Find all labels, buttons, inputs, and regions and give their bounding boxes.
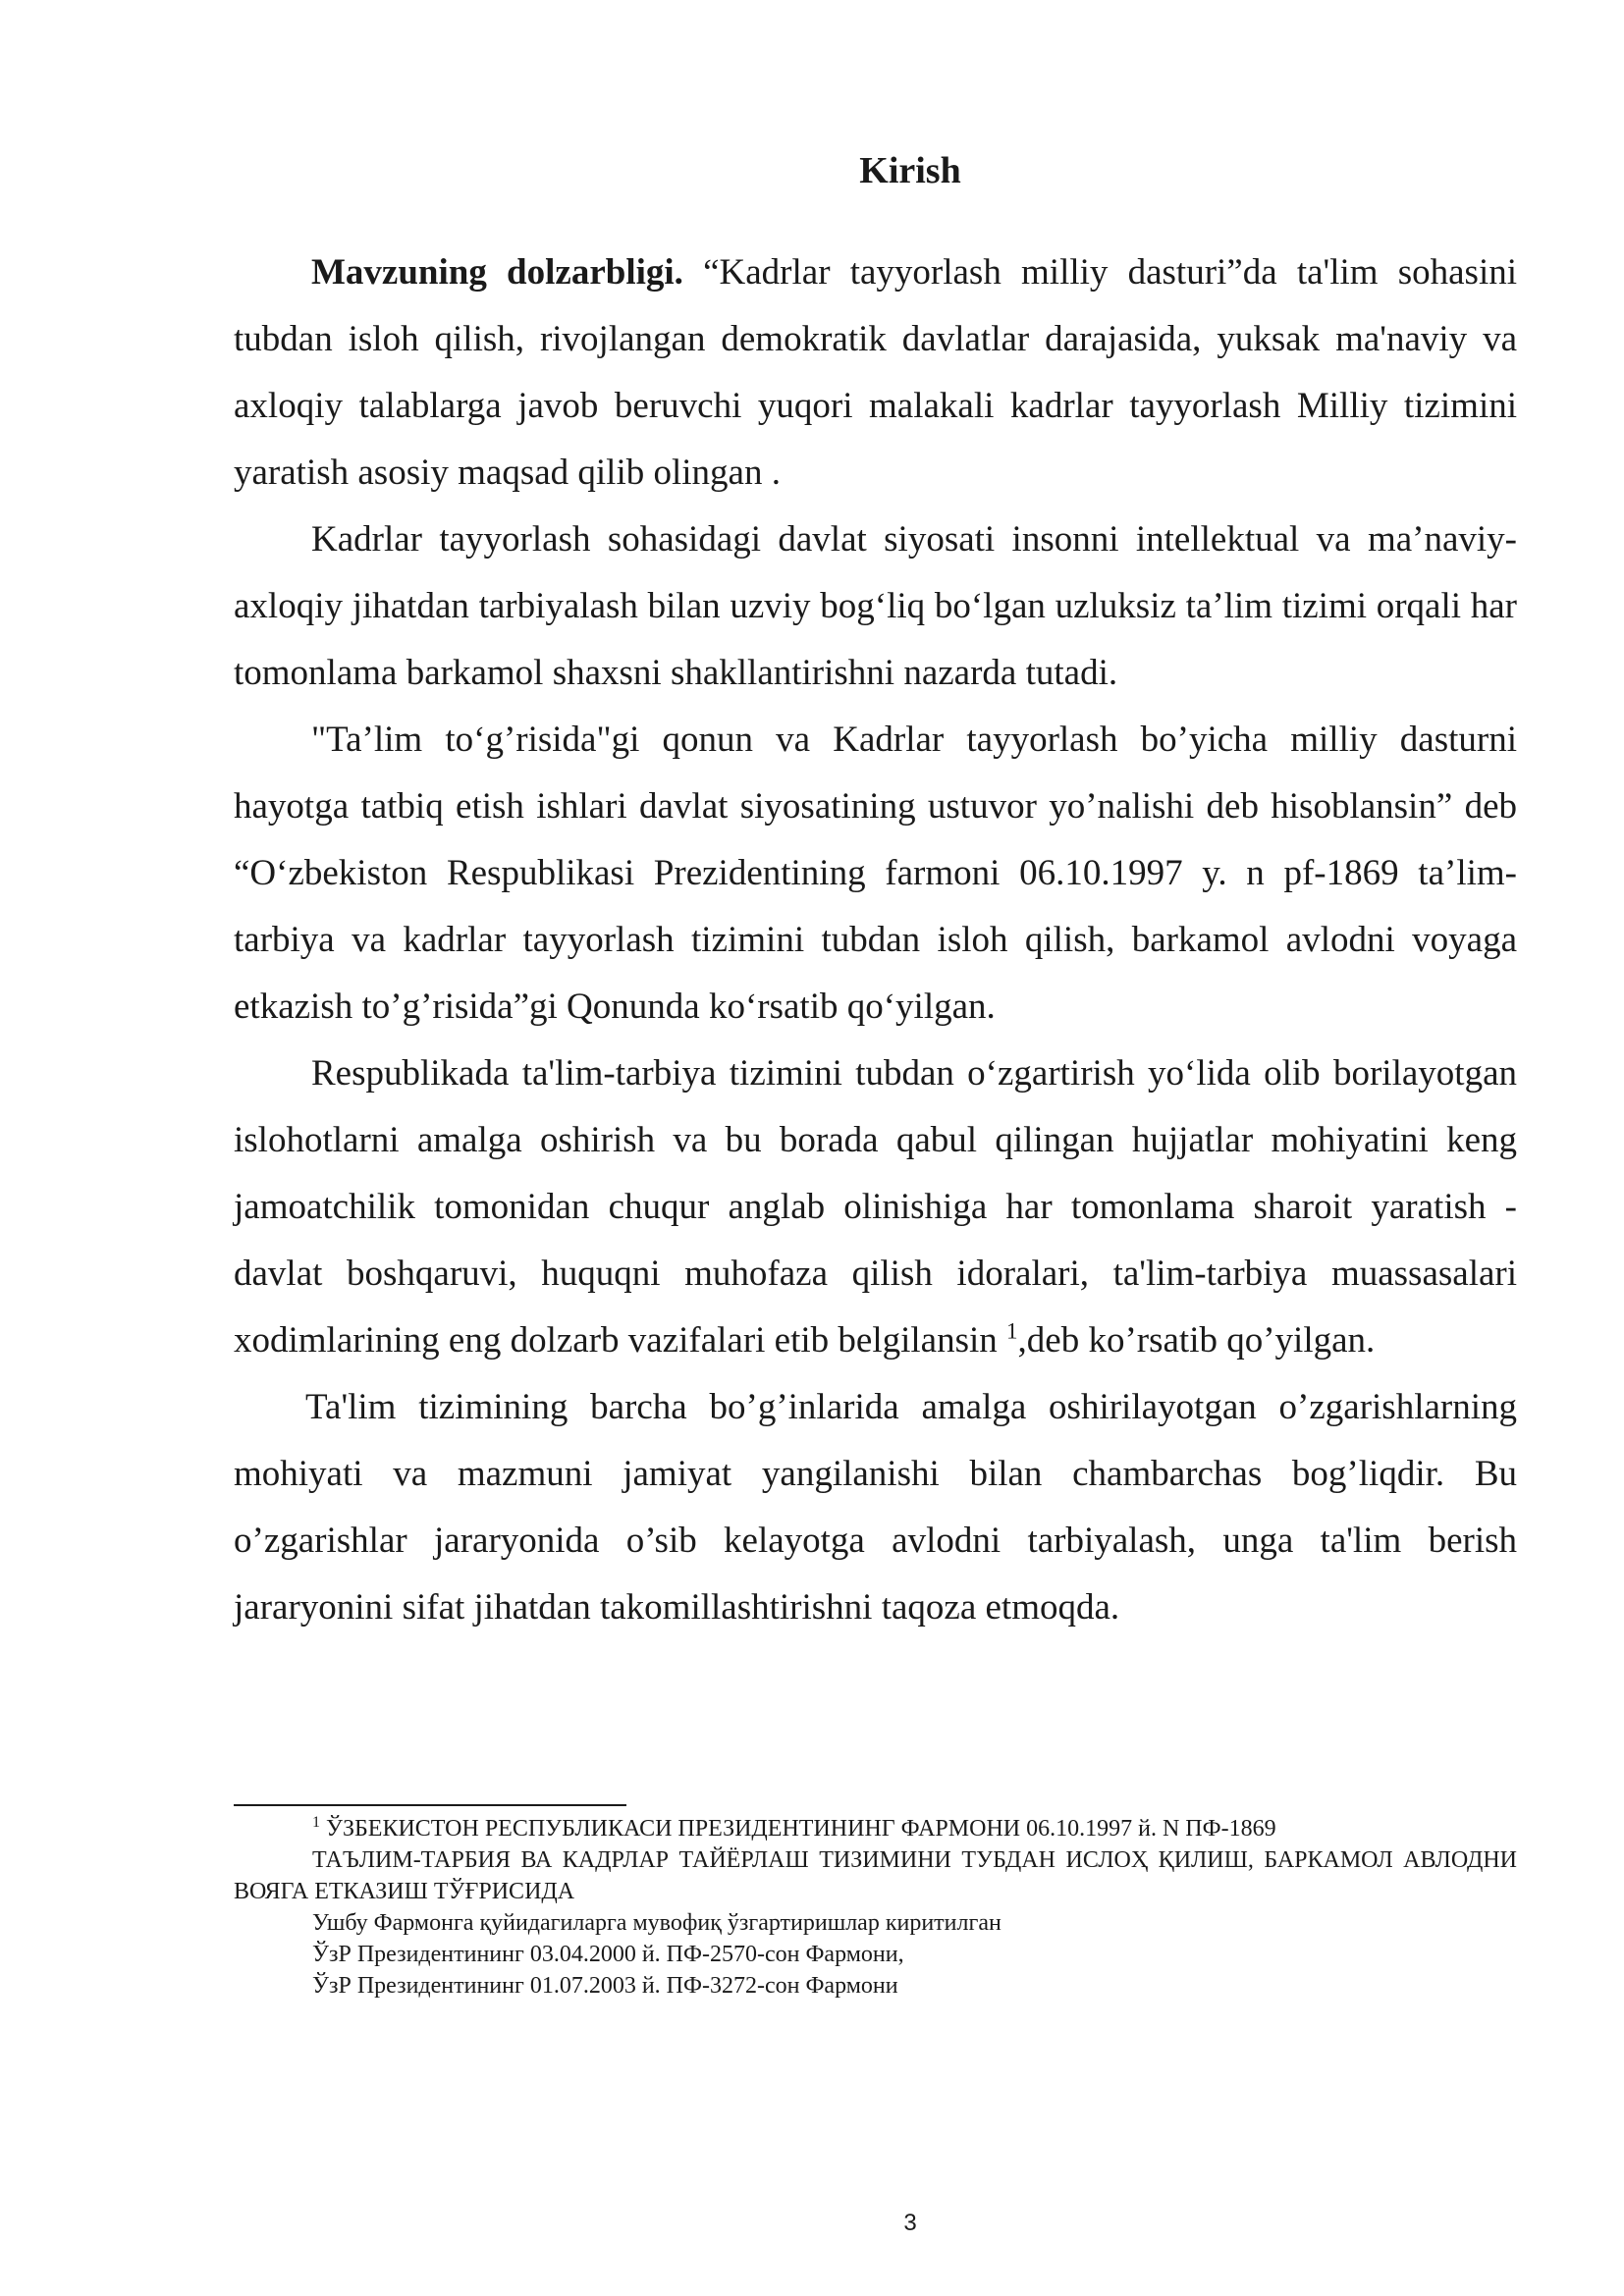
section-title: Kirish [859, 150, 961, 191]
footnote [234, 1813, 1517, 2002]
body-text [234, 240, 1517, 1641]
footnote-line-2: ТАЪЛИМ-ТАРБИЯ ВА КАДРЛАР ТАЙЁРЛАШ ТИЗИМИНИ ТУБДАН ИСЛОҲ ҚИЛИШ, БАРКАМОЛ АВЛОДНИ ВОЯГА ЕТКАЗИШ ТЎҒРИСИДА [234, 1847, 1517, 1904]
footnote-line-1-text: ЎЗБЕКИСТОН РЕСПУБЛИКАСИ ПРЕЗИДЕНТИНИНГ ФАРМОНИ 06.10.1997 й. N ПФ-1869 [320, 1816, 1276, 1842]
footnote-line-4: ЎзР Президентининг 03.04.2000 й. ПФ-2570-сон Фармони, [312, 1942, 904, 1967]
paragraph-4 [234, 1041, 1517, 1374]
paragraph-2: Kadrlar tayyorlash sohasidagi davlat siyosati insonni intellektual va ma’naviy-axloqiy jihatdan tarbiyalash bilan uzviy bog‘liq bo‘lgan uzluksiz ta’lim tizimi orqali har tomonlama barkamol shaxsni shakllantirishni nazarda tutadi. [234, 519, 1517, 693]
paragraph-1-lead: Mavzuning dolzarbligi. [311, 252, 683, 293]
paragraph-3: "Ta’lim to‘g’risida"gi qonun va Kadrlar tayyorlash bo’yicha milliy dasturni hayotga tatbiq etish ishlari davlat siyosatining ustuvor yo’nalishi deb hisoblansin” deb “O‘zbekiston Respublikasi Prezidentining farmoni 06.10.1997 y. n pf-1869 ta’lim-tarbiya va kadrlar tayyorlash tizimini tubdan isloh qilish, barkamol avlodni voyaga etkazish to’g’risida”gi Qonunda ko‘rsatib qo‘yilgan. [234, 720, 1517, 1027]
paragraph-1-text: “Kadrlar tayyorlash milliy dasturi”da ta'lim sohasini tubdan isloh qilish, rivojlangan demokratik davlatlar darajasida, yuksak ma'naviy va axloqiy talablarga javob beruvchi yuqori malakali kadrlar tayyorlash Milliy tizimini yaratish asosiy maqsad qilib olingan . [234, 252, 1518, 493]
footnote-separator [234, 1804, 626, 1806]
paragraph-4-text-before: Respublikada ta'lim-tarbiya tizimini tubdan o‘zgartirish yo‘lida olib borilayotgan islohotlarni amalga oshirish va bu borada qabul qilingan hujjatlar mohiyatini keng jamoatchilik tomonidan chuqur anglab olinishiga har tomonlama sharoit yaratish - davlat boshqaruvi, huquqni muhofaza qilish idoralari, ta'lim-tarbiya muassasalari xodimlarining eng dolzarb vazifalari etib belgilansin [234, 1053, 1517, 1361]
footnote-line-1 [234, 1813, 1517, 1844]
page-number: 3 [903, 2210, 917, 2236]
paragraph-1 [234, 240, 1517, 507]
paragraph-5: Ta'lim tizimining barcha bo’g’inlarida amalga oshirilayotgan o’zgarishlarning mohiyati va mazmuni jamiyat yangilanishi bilan chambarchas bog’liqdir. Bu o’zgarishlar jararyonida o’sib kelayotga avlodni tarbiyalash, unga ta'lim berish jararyonini sifat jihatdan takomillashtirishni taqoza etmoqda. [234, 1387, 1517, 1628]
footnote-line-3: Ушбу Фармонга қуйидагиларга мувофиқ ўзгартиришлар киритилган [312, 1910, 1001, 1936]
paragraph-4-text-after: ,deb ko’rsatib qo’yilgan. [1017, 1320, 1376, 1361]
footnote-reference[interactable]: 1 [1006, 1318, 1018, 1344]
footnote-line-5: ЎзР Президентининг 01.07.2003 й. ПФ-3272-сон Фармони [312, 1973, 898, 1999]
footnote-marker: 1 [312, 1814, 320, 1831]
